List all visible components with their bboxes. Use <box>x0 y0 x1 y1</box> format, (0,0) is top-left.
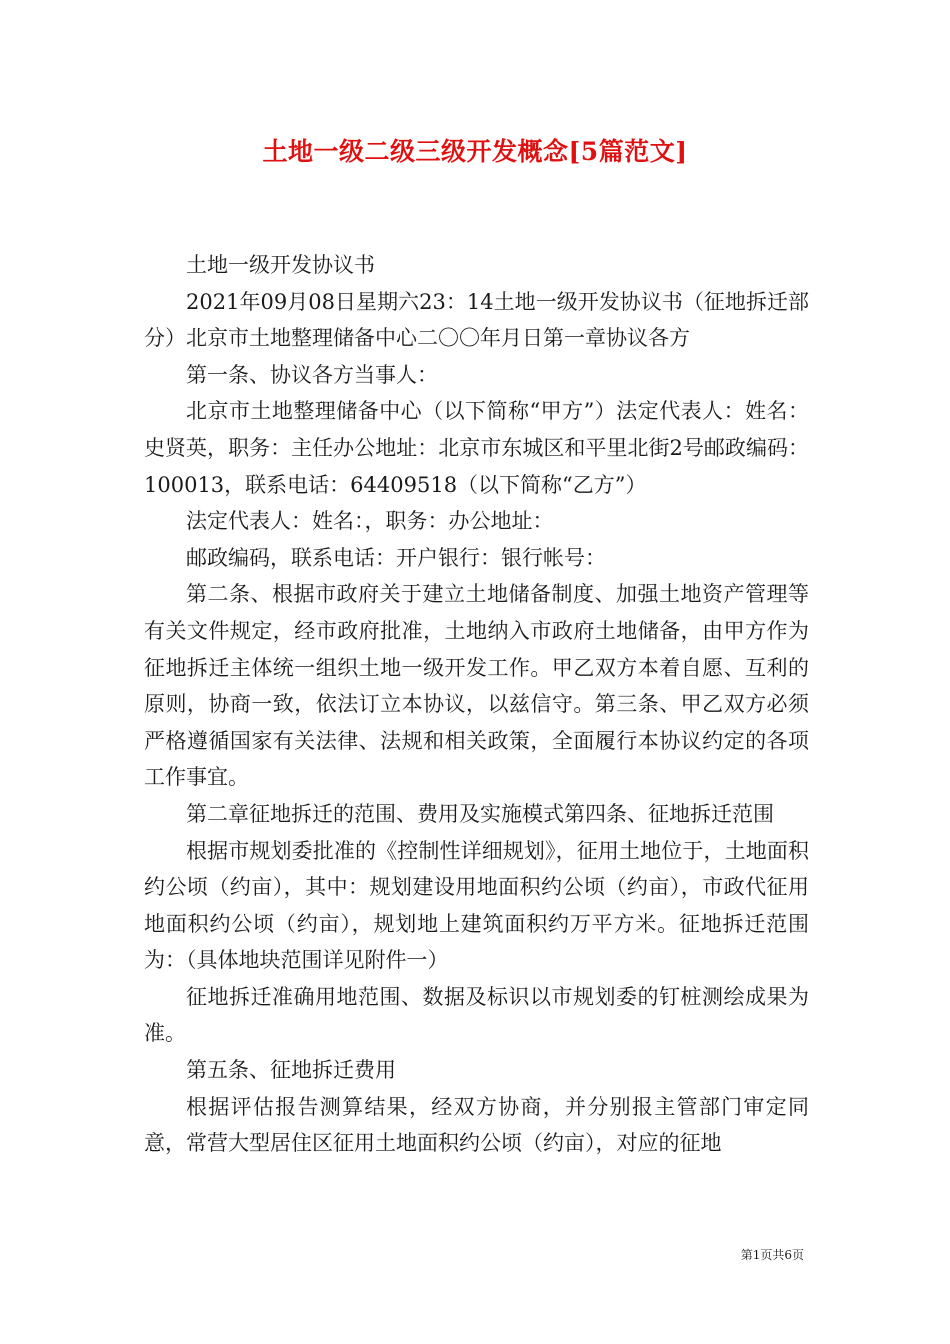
paragraph: 根据评估报告测算结果，经双方协商，并分别报主管部门审定同意，常营大型居住区征用土地面积约公顷（约亩），对应的征地 <box>144 1094 809 1156</box>
page-number: 第1页共6页 <box>740 1248 804 1262</box>
document-body <box>144 247 809 1162</box>
paragraph: 征地拆迁准确用地范围、数据及标识以市规划委的钉桩测绘成果为准。 <box>144 984 809 1046</box>
page-title: 土地一级二级三级开发概念[5篇范文] <box>262 137 688 166</box>
paragraph: 第二条、根据市政府关于建立土地储备制度、加强土地资产管理等有关文件规定，经市政府批准，土地纳入市政府土地储备，由甲方作为征地拆迁主体统一组织土地一级开发工作。甲乙双方本着自愿、互利的原则，协商一致，依法订立本协议，以兹信守。第三条、甲乙双方必须严格遵循国家有关法律、法规和相关政策，全面履行本协议约定的各项工作事宜。 <box>144 582 809 790</box>
paragraph: 邮政编码，联系电话：开户银行：银行帐号： <box>186 545 606 570</box>
paragraph: 2021年09月08日星期六23：14土地一级开发协议书（征地拆迁部分）北京市土地整理储备中心二〇〇年月日第一章协议各方 <box>144 289 809 351</box>
paragraph: 法定代表人：姓名：，职务：办公地址： <box>186 509 554 534</box>
paragraph-heading: 土地一级开发协议书 <box>186 253 375 277</box>
paragraph: 第一条、协议各方当事人： <box>186 362 438 387</box>
paragraph: 第二章征地拆迁的范围、费用及实施模式第四条、征地拆迁范围 <box>186 801 774 826</box>
paragraph: 北京市土地整理储备中心（以下简称“甲方”）法定代表人：姓名：史贤英，职务：主任办公地址：北京市东城区和平里北街2号邮政编码：100013，联系电话：64409518（以下简称“乙方”） <box>144 399 809 497</box>
paragraph: 第五条、征地拆迁费用 <box>186 1058 396 1083</box>
paragraph: 根据市规划委批准的《控制性详细规划》，征用土地位于，土地面积约公顷（约亩），其中：规划建设用地面积约公顷（约亩），市政代征用地面积约公顷（约亩），规划地上建筑面积约万平方米。征地拆迁范围为：（具体地块范围详见附件一） <box>144 838 809 973</box>
